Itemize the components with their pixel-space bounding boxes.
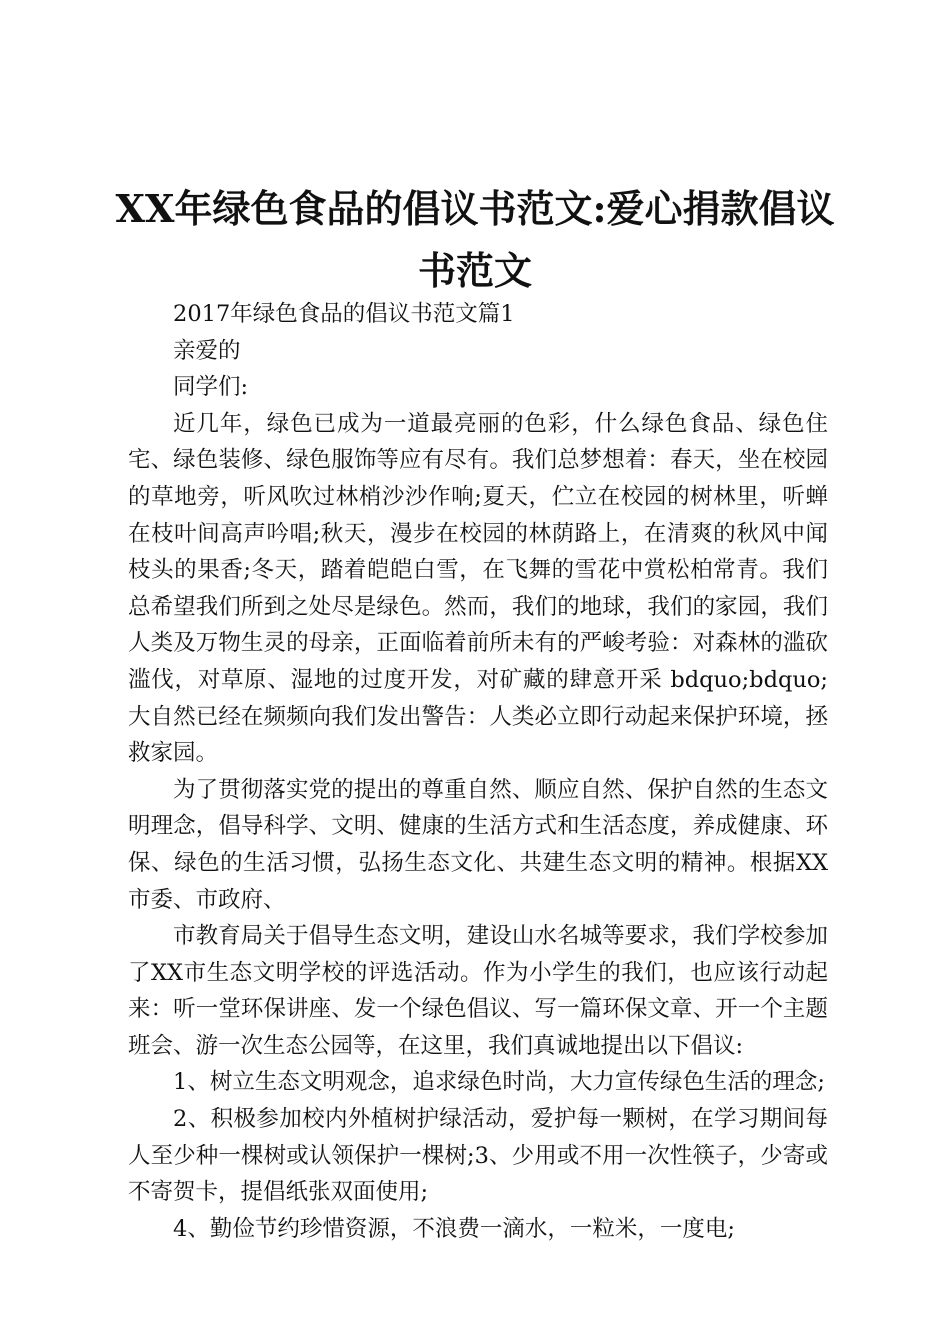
document-body <box>128 296 828 1247</box>
body-paragraph: 为了贯彻落实党的提出的尊重自然、顺应自然、保护自然的生态文明理念，倡导科学、文明、健康的生活方式和生活态度，养成健康、环保、绿色的生活习惯，弘扬生态文化、共建生态文明的精神。根据XX市委、市政府、 <box>128 776 828 913</box>
subtitle-line: 2017年绿色食品的倡议书范文篇1 <box>173 301 515 327</box>
body-paragraph: 市教育局关于倡导生态文明，建设山水名城等要求，我们学校参加了XX市生态文明学校的评选活动。作为小学生的我们，也应该行动起来：听一堂环保讲座、发一个绿色倡议、写一篇环保文章、开一个主题班会、游一次生态公园等，在这里，我们真诚地提出以下倡议: <box>128 923 828 1059</box>
salutation-line: 同学们: <box>173 374 249 401</box>
body-paragraph: 近几年，绿色已成为一道最亮丽的色彩，什么绿色食品、绿色住宅、绿色装修、绿色服饰等应有尽有。我们总梦想着：春天，坐在校园的草地旁，听风吹过林梢沙沙作响;夏天，伫立在校园的树林里，听蝉在枝叶间高声吟唱;秋天，漫步在校园的林荫路上，在清爽的秋风中闻枝头的果香;冬天，踏着皑皑白雪，在飞舞的雪花中赏松柏常青。我们总希望我们所到之处尽是绿色。然而，我们的地球，我们的家园，我们人类及万物生灵的母亲，正面临着前所未有的严峻考验：对森林的滥砍滥伐，对草原、湿地的过度开发，对矿藏的肆意开采 bdquo;bdquo;大自然已经在频频向我们发出警告：人类必立即行动起来保护环境，拯救家园。 <box>128 410 828 767</box>
salutation-line: 亲爱的 <box>173 337 241 364</box>
proposal-item: 2、积极参加校内外植树护绿活动，爱护每一颗树，在学习期间每人至少种一棵树或认领保护一棵树;3、少用或不用一次性筷子，少寄或不寄贺卡，提倡纸张双面使用; <box>128 1106 828 1206</box>
document-title: XX年绿色食品的倡议书范文:爱心捐款倡议书范文 <box>115 186 835 293</box>
proposal-item: 4、勤俭节约珍惜资源，不浪费一滴水，一粒米，一度电; <box>173 1215 735 1242</box>
proposal-item: 1、树立生态文明观念，追求绿色时尚，大力宣传绿色生活的理念; <box>173 1069 825 1096</box>
